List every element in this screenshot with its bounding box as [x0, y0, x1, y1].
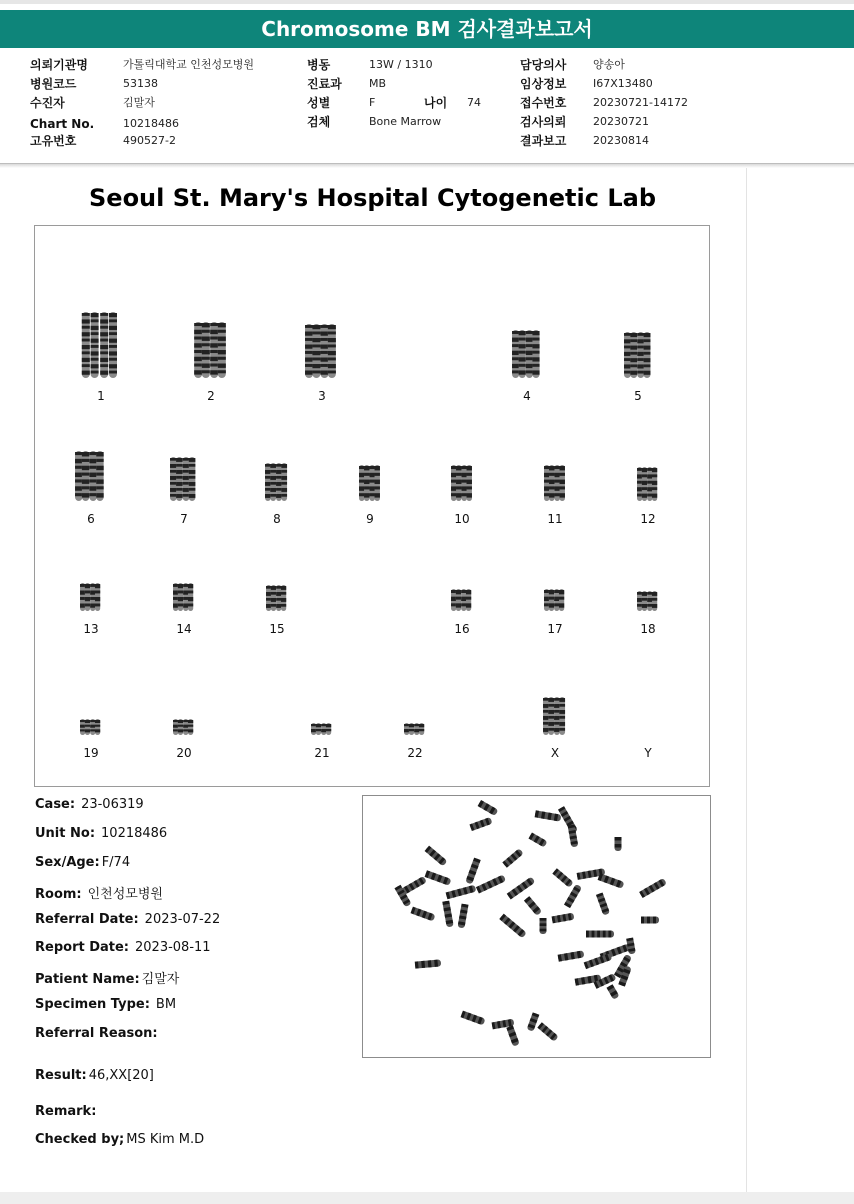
info-value: Bone Marrow	[369, 115, 442, 128]
info-value: 53138	[123, 77, 158, 90]
referral-date-row	[35, 912, 220, 927]
info-value: MB	[369, 77, 387, 90]
checked-value: MS Kim M.D	[126, 1132, 205, 1147]
remark-label: Remark:	[35, 1104, 97, 1119]
sexage-label: Sex/Age:	[35, 855, 100, 870]
result-row	[35, 1068, 154, 1083]
chromosome-label: 3	[318, 389, 326, 403]
patient-info-block	[0, 55, 854, 164]
chromosome-label: 8	[273, 512, 281, 526]
top-strip	[0, 0, 854, 4]
chromosome-label: 16	[454, 622, 470, 636]
checked-label: Checked by;	[35, 1132, 125, 1147]
chromosome-label: 9	[366, 512, 374, 526]
chromosome-pair-4	[512, 329, 542, 379]
chromosome-label: 14	[176, 622, 192, 636]
chromosome-label: 13	[83, 622, 99, 636]
remark-row	[35, 1104, 102, 1119]
patient-label: Patient Name:	[35, 972, 140, 987]
case-row	[35, 797, 144, 812]
chromosome-label: 15	[269, 622, 285, 636]
result-label: Result:	[35, 1068, 87, 1083]
patient-value: 김말자	[141, 972, 180, 987]
info-label: Chart No.	[30, 117, 95, 131]
info-label: 진료과	[307, 77, 342, 91]
info-value: 13W / 1310	[369, 58, 433, 71]
chromosome-pair-13	[80, 582, 102, 612]
chromosome-label: X	[550, 746, 560, 760]
info-value: 가톨릭대학교 인천성모병원	[123, 58, 255, 71]
chromosome-label: 17	[547, 622, 563, 636]
info-label: 성별	[307, 96, 331, 110]
chromosome-pair-1	[81, 311, 121, 379]
room-row	[35, 883, 163, 902]
lab-title: Seoul St. Mary's Hospital Cytogenetic Lab	[89, 184, 656, 212]
info-value: I67X13480	[593, 77, 653, 90]
info-value: 10218486	[123, 117, 179, 130]
unit-label: Unit No:	[35, 826, 96, 841]
info-label: 검사의뢰	[520, 115, 567, 129]
chromosome-label: 10	[454, 512, 470, 526]
chromosome-label: 6	[87, 512, 95, 526]
specimen-row	[35, 997, 176, 1012]
result-value: 46,XX[20]	[88, 1068, 154, 1083]
info-label: 고유번호	[30, 134, 77, 148]
report-date-label: Report Date:	[35, 940, 130, 955]
info-label: 병동	[307, 58, 331, 72]
chromosome-label: 4	[523, 389, 531, 403]
chromosome-label: 5	[634, 389, 642, 403]
info-label: 나이	[424, 96, 448, 110]
case-value: 23-06319	[81, 797, 144, 812]
chromosome-pair-12	[637, 466, 659, 502]
reason-row	[35, 1026, 164, 1041]
sexage-value: F/74	[101, 855, 131, 870]
info-label: 임상정보	[520, 77, 567, 91]
chromosome-pair-X	[543, 696, 567, 736]
chromosome-pair-22	[404, 722, 426, 736]
sheet-edge	[746, 168, 747, 1192]
chromosome-label: 22	[407, 746, 423, 760]
chromosome-pair-14	[173, 582, 195, 612]
patient-row	[35, 968, 179, 987]
info-value: 20230814	[593, 134, 649, 147]
chromosome-pair-8	[265, 462, 289, 502]
info-value: F	[369, 96, 376, 109]
checked-row	[35, 1132, 204, 1147]
chromosome-pair-16	[451, 588, 473, 612]
report-date-row	[35, 940, 211, 955]
chromosome-pair-17	[544, 588, 566, 612]
chromosome-pair-9	[359, 464, 382, 502]
chromosome-pair-5	[624, 331, 653, 379]
bottom-bar	[0, 1192, 854, 1204]
chromosome-pair-11	[544, 464, 567, 502]
chromosome-pair-6	[75, 450, 106, 502]
info-value: 20230721-14172	[593, 96, 688, 109]
chromosome-pair-20	[173, 718, 195, 736]
info-value: 20230721	[593, 115, 649, 128]
sexage-row	[35, 855, 130, 870]
room-label: Room:	[35, 887, 82, 902]
chromosome-pair-2	[194, 321, 229, 379]
chromosome-label: 19	[83, 746, 99, 760]
chromosome-label: Y	[644, 746, 652, 760]
karyogram-panel	[34, 225, 710, 787]
unit-row	[35, 826, 167, 841]
metaphase-image	[362, 795, 711, 1058]
case-label: Case:	[35, 797, 76, 812]
info-label: 결과보고	[520, 134, 567, 148]
info-label: 접수번호	[520, 96, 567, 110]
chromosome-pair-10	[451, 464, 474, 502]
chromosome-label: 18	[640, 622, 656, 636]
report-date-value: 2023-08-11	[135, 940, 211, 955]
chromosome-label: 11	[547, 512, 563, 526]
chromosome-pair-21	[311, 722, 333, 736]
specimen-label: Specimen Type:	[35, 997, 150, 1012]
chromosome-pair-18	[637, 590, 659, 612]
info-label: 병원코드	[30, 77, 77, 91]
reason-label: Referral Reason:	[35, 1026, 158, 1041]
info-label: 검체	[307, 115, 331, 129]
chromosome-pair-19	[80, 718, 102, 736]
chromosome-label: 1	[97, 389, 105, 403]
info-value: 양송아	[593, 58, 625, 71]
chromosome-pair-3	[305, 323, 339, 379]
divider-shadow	[0, 164, 854, 168]
referral-date-value: 2023-07-22	[144, 912, 221, 927]
chromosome-label: 20	[176, 746, 192, 760]
unit-value: 10218486	[101, 826, 168, 841]
chromosome-label: 12	[640, 512, 656, 526]
specimen-value: BM	[155, 997, 177, 1012]
chromosome-pair-7	[170, 456, 198, 502]
report-title: Chromosome BM 검사결과보고서	[0, 10, 854, 48]
chromosome-label: 21	[314, 746, 330, 760]
chromosome-label: 2	[207, 389, 215, 403]
info-value: 김말자	[123, 96, 155, 109]
chromosome-label: 7	[180, 512, 188, 526]
info-label: 수진자	[30, 96, 65, 110]
info-value: 490527-2	[123, 134, 176, 147]
info-value: 74	[467, 96, 481, 109]
chromosome-pair-15	[266, 584, 288, 612]
room-value: 인천성모병원	[87, 887, 163, 902]
info-label: 담당의사	[520, 58, 567, 72]
info-label: 의뢰기관명	[30, 58, 88, 72]
referral-date-label: Referral Date:	[35, 912, 139, 927]
